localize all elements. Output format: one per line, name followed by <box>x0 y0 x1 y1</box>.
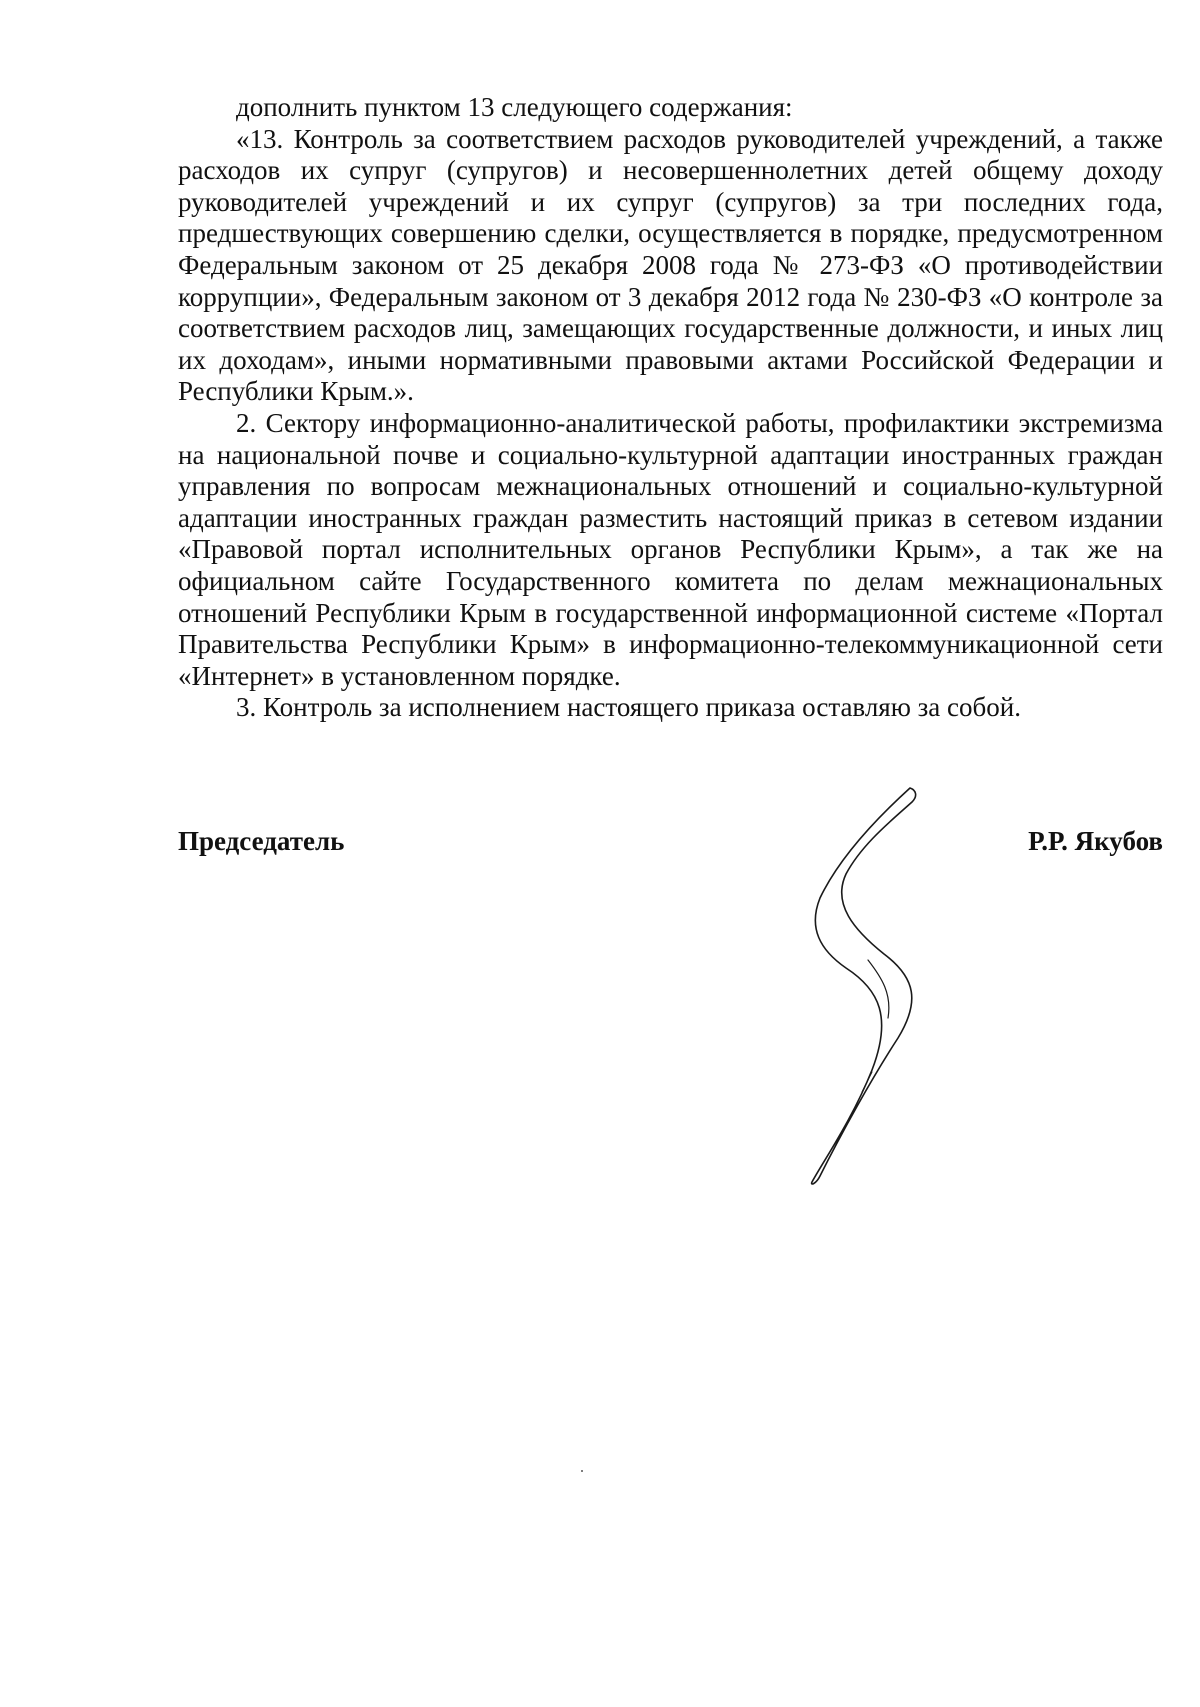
paragraph-item-3: 3. Контроль за исполнением настоящего приказа оставляю за собой. <box>236 692 1021 723</box>
scan-speck <box>581 1470 583 1472</box>
paragraph-item-13: «13. Контроль за соответствием расходов руководителей учреждений, а также расходов их супруг (супругов) и несовершеннолетних детей общему доходу руководителей учреждений и их супруг (супругов) за три последних года, предшествующих совершению сделки, осуществляется в порядке, предусмотренном Федеральным законом от 25 декабря 2008 года № 273-ФЗ «О противодействии коррупции», Федеральным законом от 3 декабря 2012 года № 230-ФЗ «О контроле за соответствием расходов лиц, замещающих государственные должности, и иных лиц их доходам», иными нормативными правовыми актами Российской Федерации и Республики Крым.». <box>178 123 1163 407</box>
document-body <box>178 92 1163 724</box>
handwritten-signature-icon <box>780 780 1000 1190</box>
paragraph-item-2: 2. Сектору информационно-аналитической работы, профилактики экстремизма на национальной почве и социально-культурной адаптации иностранных граждан управления по вопросам межнациональных отношений и социально-культурной адаптации иностранных граждан разместить настоящий приказ в сетевом издании «Правовой портал исполнительных органов Республики Крым», а так же на официальном сайте Государственного комитета по делам межнациональных отношений Республики Крым в государственной информационной системе «Портал Правительства Республики Крым» в информационно-телекоммуникационной сети «Интернет» в установленном порядке. <box>178 407 1163 691</box>
signer-title: Председатель <box>178 826 345 856</box>
signer-name: Р.Р. Якубов <box>1028 826 1163 856</box>
signature-block <box>178 826 1163 866</box>
paragraph-intro: дополнить пунктом 13 следующего содержания: <box>236 92 793 122</box>
